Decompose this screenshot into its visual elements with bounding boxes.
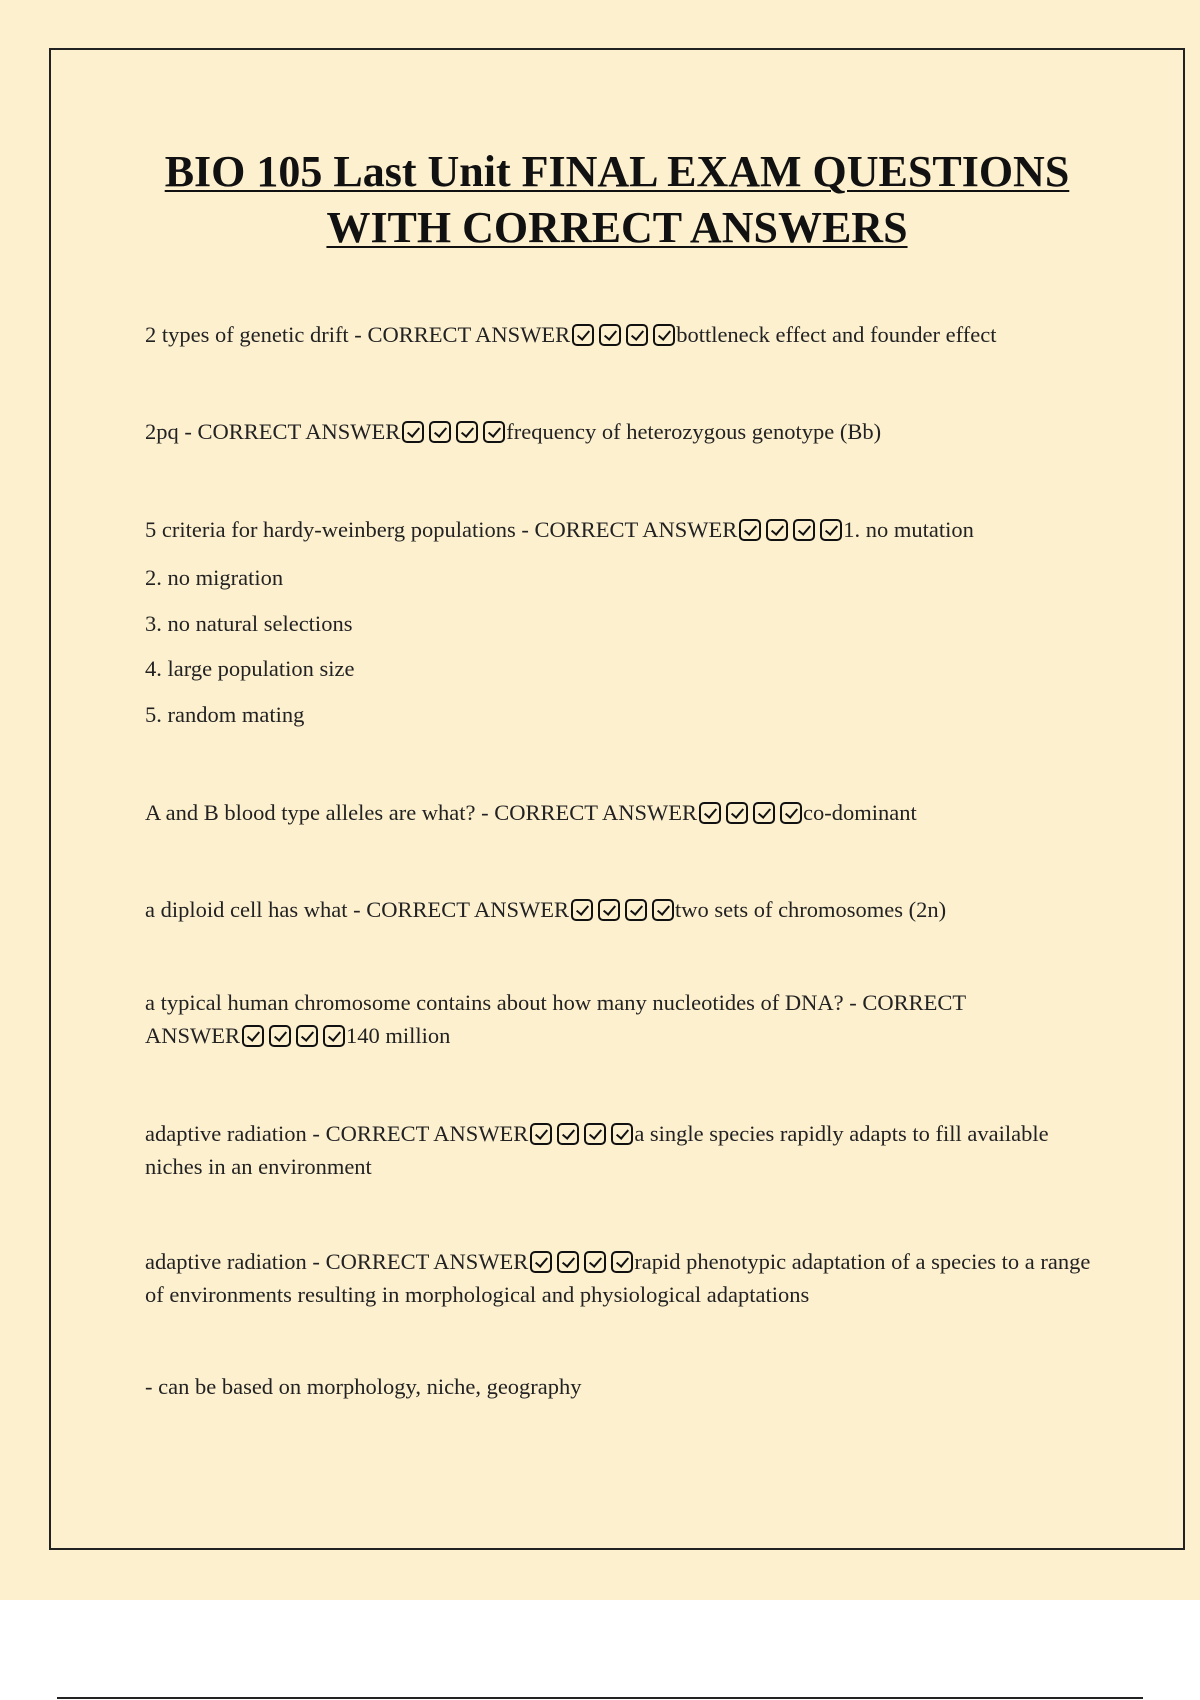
list-item: 5. random mating	[145, 702, 305, 727]
qa-entry-adaptive-radiation-2	[145, 1245, 1095, 1311]
checkbox-checked-icon	[599, 324, 621, 346]
checkbox-checked-icon	[653, 324, 675, 346]
document-title	[100, 144, 1134, 256]
question-text: a diploid cell has what -	[145, 897, 367, 922]
checkbox-checked-icon	[584, 1123, 606, 1145]
correct-answer-marker: CORRECT ANSWER	[494, 800, 698, 825]
answer-text: two sets of chromosomes (2n)	[674, 897, 947, 922]
checkbox-checked-icon	[611, 1123, 633, 1145]
checkbox-checked-icon	[625, 899, 647, 921]
qa-entry-hardy-weinberg	[145, 513, 1095, 546]
checkbox-checked-icon	[793, 519, 815, 541]
answer-text: 1. no mutation	[843, 517, 974, 542]
correct-answer-marker: CORRECT ANSWER	[366, 897, 569, 922]
checkbox-checked-icon	[739, 519, 761, 541]
checkbox-checked-icon	[456, 421, 478, 443]
list-item: 3. no natural selections	[145, 611, 353, 636]
correct-answer-marker: CORRECT ANSWER	[145, 990, 966, 1048]
question-text: 5 criteria for hardy-weinberg populations -	[145, 517, 535, 542]
check-icon-group	[572, 324, 675, 346]
correct-answer-marker: CORRECT ANSWER	[325, 1249, 529, 1274]
check-icon-group	[571, 899, 674, 921]
checkbox-checked-icon	[726, 802, 748, 824]
check-icon-group	[699, 802, 802, 824]
qa-entry-genetic-drift	[145, 318, 1095, 351]
checkbox-checked-icon	[626, 324, 648, 346]
answer-text: frequency of heterozygous genotype (Bb)	[506, 419, 882, 444]
qa-entry-chromosome-nucleotides	[145, 986, 1065, 1052]
check-icon-group	[530, 1123, 633, 1145]
answer-text: 140 million	[346, 1023, 451, 1048]
check-icon-group	[402, 421, 505, 443]
checkbox-checked-icon	[296, 1025, 318, 1047]
list-item: 2. no migration	[145, 565, 284, 590]
checkbox-checked-icon	[530, 1123, 552, 1145]
correct-answer-marker: CORRECT ANSWER	[534, 517, 738, 542]
correct-answer-marker: CORRECT ANSWER	[367, 322, 571, 347]
question-text: 2 types of genetic drift -	[145, 322, 368, 347]
checkbox-checked-icon	[572, 324, 594, 346]
qa-entry-blood-type	[145, 796, 1095, 829]
question-text: a typical human chromosome contains about how many nucleotides of DNA? -	[145, 990, 863, 1015]
checkbox-checked-icon	[323, 1025, 345, 1047]
title-line-2: WITH CORRECT ANSWERS	[326, 203, 908, 252]
checkbox-checked-icon	[483, 421, 505, 443]
checkbox-checked-icon	[753, 802, 775, 824]
check-icon-group	[242, 1025, 345, 1047]
answer-text: rapid phenotypic adaptation of a species to a range of environments resulting in morphological and physiological adaptations	[145, 1249, 1091, 1307]
list-item: 4. large population size	[145, 656, 355, 681]
checkbox-checked-icon	[269, 1025, 291, 1047]
checkbox-checked-icon	[429, 421, 451, 443]
question-text: A and B blood type alleles are what? -	[145, 800, 495, 825]
checkbox-checked-icon	[611, 1251, 633, 1273]
checkbox-checked-icon	[571, 899, 593, 921]
correct-answer-marker: CORRECT ANSWER	[197, 419, 401, 444]
title-line-1: BIO 105 Last Unit FINAL EXAM QUESTIONS	[164, 147, 1070, 196]
answer-note: - can be based on morphology, niche, geography	[145, 1374, 582, 1399]
checkbox-checked-icon	[557, 1251, 579, 1273]
checkbox-checked-icon	[699, 802, 721, 824]
question-text: adaptive radiation -	[145, 1121, 326, 1146]
checkbox-checked-icon	[242, 1025, 264, 1047]
checkbox-checked-icon	[766, 519, 788, 541]
checkbox-checked-icon	[584, 1251, 606, 1273]
correct-answer-marker: CORRECT ANSWER	[325, 1121, 529, 1146]
checkbox-checked-icon	[598, 899, 620, 921]
qa-entry-2pq	[145, 415, 1095, 448]
question-text: adaptive radiation -	[145, 1249, 326, 1274]
checkbox-checked-icon	[820, 519, 842, 541]
answer-text: bottleneck effect and founder effect	[676, 322, 997, 347]
qa-entry-adaptive-radiation-1	[145, 1117, 1080, 1183]
question-text: 2pq -	[145, 419, 198, 444]
answer-text: a single species rapidly adapts to fill available niches in an environment	[145, 1121, 1049, 1179]
checkbox-checked-icon	[652, 899, 674, 921]
checkbox-checked-icon	[530, 1251, 552, 1273]
qa-entry-diploid-cell	[145, 893, 1095, 926]
check-icon-group	[530, 1251, 633, 1273]
checkbox-checked-icon	[780, 802, 802, 824]
checkbox-checked-icon	[402, 421, 424, 443]
answer-text: co-dominant	[803, 800, 917, 825]
check-icon-group	[739, 519, 842, 541]
checkbox-checked-icon	[557, 1123, 579, 1145]
footer-divider	[57, 1697, 1143, 1699]
